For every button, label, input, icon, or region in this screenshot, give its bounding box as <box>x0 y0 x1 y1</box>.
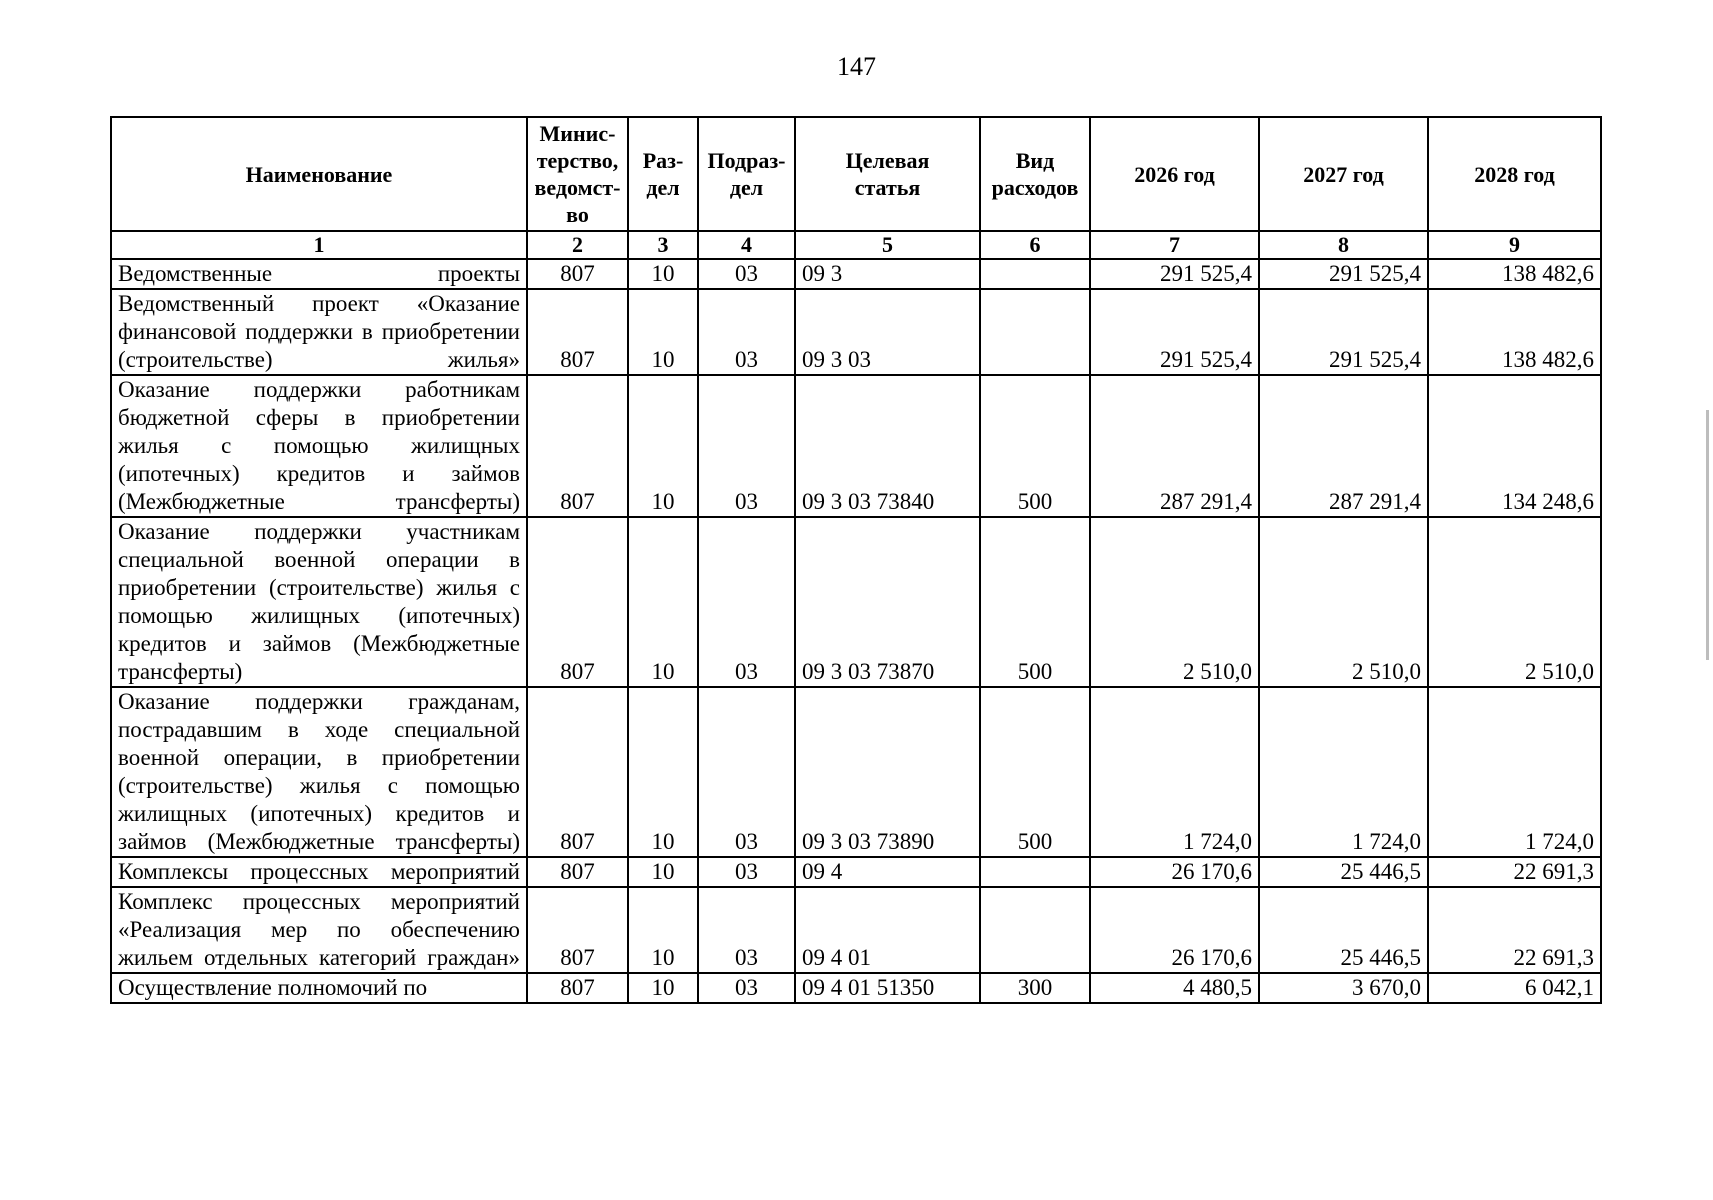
table-row <box>111 973 1601 1003</box>
row-section-cell: 10 <box>628 857 698 887</box>
row-section-cell: 10 <box>628 887 698 973</box>
table-row <box>111 887 1601 973</box>
row-name-cell: Ведомственные проекты <box>111 259 527 289</box>
header-section: Раз- дел <box>628 117 698 231</box>
row-expense-type-cell: 500 <box>980 375 1090 517</box>
page-number: 147 <box>837 52 876 81</box>
table-row <box>111 259 1601 289</box>
row-2028-cell: 22 691,3 <box>1428 887 1601 973</box>
row-2027-cell: 3 670,0 <box>1259 973 1428 1003</box>
header-expense-type: Вид расходов <box>980 117 1090 231</box>
row-2026-cell: 291 525,4 <box>1090 289 1259 375</box>
row-ministry-cell: 807 <box>527 259 628 289</box>
row-ministry-cell: 807 <box>527 375 628 517</box>
row-2026-cell: 287 291,4 <box>1090 375 1259 517</box>
row-2027-cell: 2 510,0 <box>1259 517 1428 687</box>
row-section-cell: 10 <box>628 289 698 375</box>
row-expense-type-cell: 300 <box>980 973 1090 1003</box>
row-2027-cell: 25 446,5 <box>1259 857 1428 887</box>
header-name: Наименование <box>111 117 527 231</box>
row-subsection-cell: 03 <box>698 687 795 857</box>
row-subsection-cell: 03 <box>698 887 795 973</box>
row-section-cell: 10 <box>628 259 698 289</box>
row-2028-cell: 138 482,6 <box>1428 289 1601 375</box>
row-target-cell: 09 3 <box>795 259 980 289</box>
row-2026-cell: 291 525,4 <box>1090 259 1259 289</box>
row-ministry-cell: 807 <box>527 687 628 857</box>
row-expense-type-cell: 500 <box>980 517 1090 687</box>
row-target-cell: 09 3 03 73840 <box>795 375 980 517</box>
row-section-cell: 10 <box>628 517 698 687</box>
table-row <box>111 289 1601 375</box>
header-subsection: Подраз- дел <box>698 117 795 231</box>
table-row <box>111 857 1601 887</box>
row-subsection-cell: 03 <box>698 517 795 687</box>
row-subsection-cell: 03 <box>698 857 795 887</box>
row-2027-cell: 287 291,4 <box>1259 375 1428 517</box>
row-target-cell: 09 4 <box>795 857 980 887</box>
column-number: 6 <box>980 231 1090 259</box>
row-2027-cell: 291 525,4 <box>1259 289 1428 375</box>
row-name-cell: Оказание поддержки работникам бюджетной сферы в приобретении жилья с помощью жилищных (ипотечных) кредитов и займов (Межбюджетные трансферты) <box>111 375 527 517</box>
row-2028-cell: 134 248,6 <box>1428 375 1601 517</box>
row-name-cell: Комплекс процессных мероприятий «Реализация мер по обеспечению жильем отдельных категорий граждан» <box>111 887 527 973</box>
row-ministry-cell: 807 <box>527 289 628 375</box>
column-number: 9 <box>1428 231 1601 259</box>
row-subsection-cell: 03 <box>698 375 795 517</box>
row-subsection-cell: 03 <box>698 289 795 375</box>
row-2028-cell: 22 691,3 <box>1428 857 1601 887</box>
scan-edge-mark <box>1706 410 1709 660</box>
column-number: 2 <box>527 231 628 259</box>
table-row <box>111 375 1601 517</box>
column-number: 1 <box>111 231 527 259</box>
row-expense-type-cell <box>980 857 1090 887</box>
row-ministry-cell: 807 <box>527 857 628 887</box>
row-subsection-cell: 03 <box>698 259 795 289</box>
row-2026-cell: 26 170,6 <box>1090 857 1259 887</box>
row-2028-cell: 138 482,6 <box>1428 259 1601 289</box>
row-2026-cell: 26 170,6 <box>1090 887 1259 973</box>
row-name-cell: Оказание поддержки участникам специальной военной операции в приобретении (строительстве) жилья с помощью жилищных (ипотечных) кредитов и займов (Межбюджетные трансферты) <box>111 517 527 687</box>
column-number: 3 <box>628 231 698 259</box>
table-row <box>111 687 1601 857</box>
row-name-cell: Ведомственный проект «Оказание финансовой поддержки в приобретении (строительстве) жилья» <box>111 289 527 375</box>
header-ministry: Минис- терство, ведомст- во <box>527 117 628 231</box>
row-2026-cell: 1 724,0 <box>1090 687 1259 857</box>
column-number: 8 <box>1259 231 1428 259</box>
column-number: 5 <box>795 231 980 259</box>
row-2027-cell: 291 525,4 <box>1259 259 1428 289</box>
column-number: 7 <box>1090 231 1259 259</box>
row-2028-cell: 2 510,0 <box>1428 517 1601 687</box>
row-2026-cell: 4 480,5 <box>1090 973 1259 1003</box>
row-target-cell: 09 3 03 73870 <box>795 517 980 687</box>
row-expense-type-cell: 500 <box>980 687 1090 857</box>
row-subsection-cell: 03 <box>698 973 795 1003</box>
row-2027-cell: 25 446,5 <box>1259 887 1428 973</box>
header-row <box>111 117 1601 231</box>
row-target-cell: 09 3 03 73890 <box>795 687 980 857</box>
header-year-2026: 2026 год <box>1090 117 1259 231</box>
table-row <box>111 517 1601 687</box>
row-ministry-cell: 807 <box>527 517 628 687</box>
row-expense-type-cell <box>980 887 1090 973</box>
row-2026-cell: 2 510,0 <box>1090 517 1259 687</box>
row-name-cell: Оказание поддержки гражданам, пострадавшим в ходе специальной военной операции, в приобретении (строительстве) жилья с помощью жилищных (ипотечных) кредитов и займов (Межбюджетные трансферты) <box>111 687 527 857</box>
header-target: Целевая статья <box>795 117 980 231</box>
header-year-2028: 2028 год <box>1428 117 1601 231</box>
column-number: 4 <box>698 231 795 259</box>
row-section-cell: 10 <box>628 687 698 857</box>
column-numbers-row <box>111 231 1601 259</box>
row-2028-cell: 6 042,1 <box>1428 973 1601 1003</box>
row-2027-cell: 1 724,0 <box>1259 687 1428 857</box>
row-target-cell: 09 3 03 <box>795 289 980 375</box>
row-section-cell: 10 <box>628 375 698 517</box>
row-expense-type-cell <box>980 259 1090 289</box>
row-2028-cell: 1 724,0 <box>1428 687 1601 857</box>
header-year-2027: 2027 год <box>1259 117 1428 231</box>
row-section-cell: 10 <box>628 973 698 1003</box>
row-target-cell: 09 4 01 <box>795 887 980 973</box>
row-expense-type-cell <box>980 289 1090 375</box>
row-ministry-cell: 807 <box>527 973 628 1003</box>
budget-table <box>110 116 1602 1004</box>
row-ministry-cell: 807 <box>527 887 628 973</box>
row-name-cell: Комплексы процессных мероприятий <box>111 857 527 887</box>
row-name-cell: Осуществление полномочий по <box>111 973 527 1003</box>
row-target-cell: 09 4 01 51350 <box>795 973 980 1003</box>
